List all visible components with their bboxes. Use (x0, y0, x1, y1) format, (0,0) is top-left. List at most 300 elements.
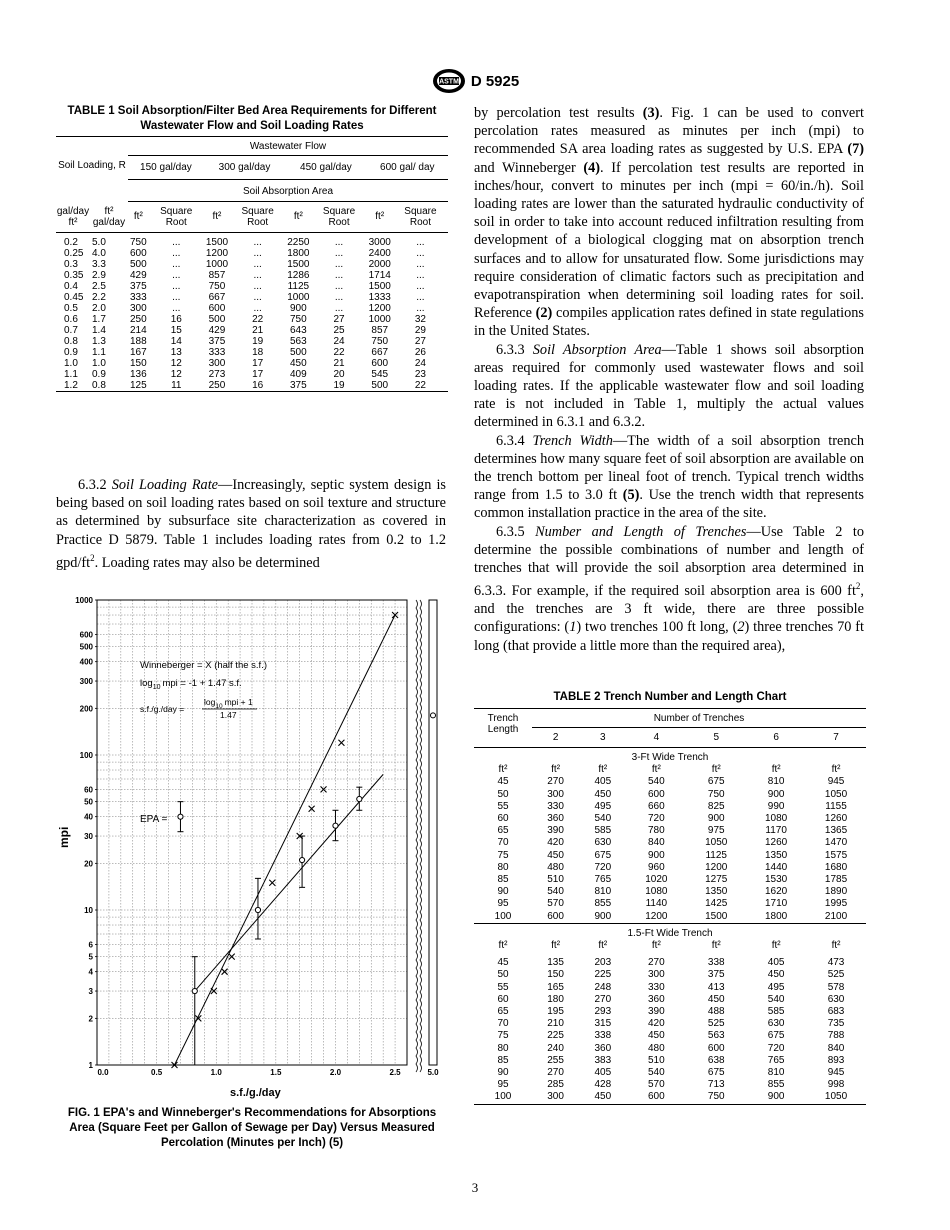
table2-cell: 270 (594, 993, 612, 1005)
x-tick-label: 1.0 (210, 1068, 222, 1077)
table1-cell: 667 (208, 291, 226, 303)
table1-cell: 14 (170, 335, 182, 347)
table2-cell: 1140 (645, 898, 668, 910)
table1-cell: 429 (130, 269, 147, 281)
table2-cell: 315 (594, 1018, 612, 1030)
table1-cell: 1800 (287, 247, 310, 259)
astm-logo-icon (431, 68, 467, 94)
legend-num-log: log (204, 697, 216, 707)
table2-cell: 840 (648, 837, 665, 849)
table2-row (474, 969, 866, 981)
table2-cell: 720 (648, 813, 665, 825)
para-text: ) three trenches 70 ft long (that provide a little more than the required area), (474, 619, 864, 654)
table2-cell: 750 (707, 788, 725, 800)
table2-cell: 75 (497, 1030, 509, 1042)
table2-cell: 1530 (765, 874, 788, 886)
table2-cell: 900 (707, 813, 725, 825)
legend-equation (140, 678, 242, 691)
italic-num: 2 (737, 619, 745, 636)
table1-cell: 750 (208, 280, 226, 292)
superscript: 2 (90, 552, 95, 563)
table2-cell: 180 (547, 993, 564, 1005)
table2-cell: 540 (648, 776, 665, 788)
table1-cell: 27 (414, 335, 426, 347)
table1-cell: 563 (290, 335, 307, 347)
table2-cell: 540 (648, 1067, 665, 1079)
table1-cell: 20 (333, 368, 345, 380)
para-text: —Increasingly, septic system design is being based on soil loading rates based on soil texture and structure as determined by subsurface site characterization as covered in Practice D 5879. Table 1 includes loading rates from 0.2 to 1.2 gpd/ft (56, 477, 446, 571)
table1-cell: ... (253, 258, 262, 270)
table2-cell: 990 (767, 800, 785, 812)
epa-point (357, 796, 362, 801)
y-tick-label: 10 (84, 906, 93, 915)
table2-cell: 1350 (705, 886, 728, 898)
table1-cell: 22 (333, 346, 345, 358)
table1-cell: 2250 (287, 236, 310, 248)
table2-cell: 45 (497, 776, 509, 788)
para-text: and Winneberger (474, 159, 584, 176)
table1-h-ft2: ft² (133, 211, 143, 223)
table2-cell: 450 (594, 788, 612, 800)
table1-cell: 0.2 (64, 236, 78, 248)
table1-cell: 18 (252, 346, 264, 358)
legend-formula-lhs: s.f./g./day = (140, 704, 185, 714)
table2-unit: ft² (771, 764, 781, 776)
table2-unit: ft² (498, 940, 508, 952)
table1-cell: 409 (290, 368, 307, 380)
table2-caption: TABLE 2 Trench Number and Length Chart (553, 691, 787, 703)
superscript: 2 (855, 581, 861, 592)
table2-cell: 600 (648, 1091, 665, 1103)
table1-row (56, 303, 448, 314)
table2-cell: 60 (497, 993, 509, 1005)
table1-row (56, 358, 448, 369)
table1-cell: ... (253, 302, 262, 314)
table2-h-num: 3 (600, 732, 606, 743)
table1-cell: ... (416, 280, 425, 292)
x-axis-label: s.f./g./day (230, 1087, 281, 1099)
table2-cell: 1890 (824, 886, 848, 898)
table1-cell: 0.8 (64, 335, 78, 347)
table2-cell: 780 (648, 825, 665, 837)
table1-cell: ... (253, 280, 262, 292)
table2-cell: 405 (594, 776, 612, 788)
table1-cell: 17 (252, 368, 264, 380)
y-tick-label: 400 (79, 657, 93, 667)
table2-unit: ft² (598, 764, 608, 776)
table2-cell: 720 (767, 1042, 785, 1054)
table2-cell: 713 (707, 1079, 725, 1091)
table1-row (56, 270, 448, 281)
table1-cell: 2.2 (92, 291, 106, 303)
page-header (0, 68, 950, 94)
secondary-scale-marker (431, 713, 436, 718)
table1-row (56, 380, 448, 392)
y-tick-label: 3 (88, 987, 93, 997)
table2-cell: 338 (594, 1030, 612, 1042)
table1-cell: 500 (290, 346, 307, 358)
y-tick-label: 2 (88, 1014, 93, 1024)
table2-row (474, 886, 866, 898)
table2-cell: 480 (547, 861, 564, 873)
para-text: —Use Table 2 to determine the possible combinations of number and length of trenches that will provide the soil absorption area determined in 6.3.3. For example, if the required soil absorption area is 600 ft (474, 523, 864, 600)
table1-row (56, 347, 448, 358)
table1-h-ft2: ft² (212, 211, 222, 223)
table1-cell: ... (172, 247, 181, 259)
table1-row (56, 325, 448, 336)
epa-point (333, 823, 338, 828)
table1-h-ft2: ft² (375, 211, 385, 223)
table2-cell: 293 (594, 1006, 612, 1018)
table2-cell: 165 (547, 981, 564, 993)
table2-row (474, 1091, 866, 1104)
table1-cell: 2000 (368, 258, 391, 270)
table2-cell: 1500 (705, 910, 728, 922)
table2-cell: 285 (547, 1079, 564, 1091)
table1-cell: ... (416, 302, 425, 314)
table2-unit: ft² (771, 940, 781, 952)
table1-cell: 167 (130, 346, 147, 358)
table2-cell: 45 (497, 957, 509, 969)
table2-cell: 360 (648, 993, 665, 1005)
y-tick-label: 6 (88, 940, 93, 950)
table2-row (474, 994, 866, 1006)
table2-cell: 330 (547, 800, 564, 812)
table2-cell: 585 (767, 1006, 785, 1018)
table2-cell: 975 (707, 825, 725, 837)
table2-cell: 900 (648, 849, 665, 861)
table1-h-sqroot: Square Root (241, 205, 274, 228)
table1-cell: 1.7 (92, 313, 106, 325)
table2-cell: 90 (497, 886, 509, 898)
table1-cell: 12 (170, 357, 182, 369)
table2-section-label: 3-Ft Wide Trench (631, 752, 709, 763)
table2-unit: ft² (551, 940, 561, 952)
table1-cell: ... (172, 258, 181, 270)
y-tick-label: 1000 (75, 596, 93, 605)
table2-cell: 810 (767, 776, 785, 788)
table1-cell: 3.3 (92, 258, 106, 270)
table2-cell: 1125 (705, 849, 727, 861)
table1-cell: ... (416, 247, 425, 259)
winneberger-point (338, 740, 344, 746)
legend-winneberger: Winneberger = X (half the s.f.) (140, 660, 267, 671)
legend-num-rest: mpi + 1 (224, 697, 253, 707)
table1-cell: ... (334, 236, 344, 248)
table1-cell: 17 (252, 357, 264, 369)
table2-cell: 1050 (705, 837, 728, 849)
table1-cell: 2400 (368, 247, 391, 259)
table1-cell: 27 (333, 313, 345, 325)
table1-cell: 1.0 (64, 357, 78, 369)
para-6-3-2 (56, 476, 446, 572)
table2-cell: 570 (648, 1079, 665, 1091)
table2-cell: 900 (767, 1091, 785, 1103)
table2-cell: 810 (594, 886, 612, 898)
table1-cell: 500 (130, 258, 147, 270)
epa-point (299, 857, 304, 862)
table1-cell: 13 (170, 346, 182, 358)
table1-cell: 15 (170, 324, 182, 336)
table2-cell: 1710 (765, 898, 788, 910)
table2-cell: 90 (497, 1067, 509, 1079)
wavy-border (420, 600, 422, 1072)
table1-cell: 214 (130, 324, 147, 336)
table2-cell: 1050 (824, 788, 848, 800)
table1-cell: 333 (130, 291, 147, 303)
table2-cell: 675 (767, 1030, 785, 1042)
table2-cell: 270 (648, 957, 665, 969)
table1-h-flow: 450 gal/day (300, 162, 352, 173)
table1-cell: 0.5 (64, 302, 78, 314)
table2-cell: 338 (707, 957, 725, 969)
section-number: 6.3.2 (78, 477, 112, 493)
table1-cell: 0.9 (64, 346, 78, 358)
table2-cell: 765 (594, 874, 612, 886)
table2-row (474, 1018, 866, 1030)
x-tick-label: 5.0 (427, 1068, 439, 1077)
table2-h-num: 5 (713, 732, 720, 743)
table1-cell: 1500 (205, 236, 229, 248)
table1-cell: 750 (371, 335, 389, 347)
right-text (474, 104, 864, 655)
table2-cell: 473 (827, 957, 845, 969)
table1-cell: 750 (290, 313, 307, 325)
table2-cell: 840 (827, 1042, 845, 1054)
table2-cell: 50 (497, 788, 509, 800)
table1-cell: ... (416, 291, 425, 303)
table2-cell: 1425 (705, 898, 728, 910)
x-tick-label: 2.5 (389, 1068, 401, 1077)
table1-cell: 5.0 (92, 236, 106, 248)
table2-cell: 405 (767, 957, 785, 969)
table1-cell: 1.0 (92, 357, 106, 369)
y-tick-label: 1 (88, 1061, 93, 1070)
y-tick-label: 100 (79, 751, 93, 760)
table2-cell: 495 (594, 800, 612, 812)
table2-cell: 675 (594, 849, 612, 861)
table2-cell: 638 (707, 1054, 725, 1066)
table2-cell: 510 (547, 874, 564, 886)
table2-cell: 630 (827, 993, 845, 1005)
table2-cell: 80 (497, 1042, 509, 1054)
table1-cell: 667 (371, 346, 389, 358)
table2-cell: 420 (547, 837, 564, 849)
table1-cell: 0.4 (64, 280, 78, 292)
table1-cell: 19 (252, 335, 264, 347)
table1-cell: ... (172, 280, 181, 292)
table1-row (56, 292, 448, 303)
table1-cell: 29 (414, 324, 426, 336)
table1-cell: 1000 (287, 291, 310, 303)
table2-unit: ft² (711, 764, 721, 776)
table1-cell: 500 (208, 313, 226, 325)
table1-cell: 545 (371, 368, 389, 380)
table2-cell: 450 (648, 1030, 665, 1042)
table2-unit-row (474, 764, 866, 776)
table2-row (474, 1043, 866, 1055)
section-title: Soil Absorption Area (532, 341, 662, 358)
table2-row (474, 850, 866, 862)
para-text: compiles application rates defined in state regulations in the United States. (474, 305, 864, 340)
legend-sub: 10 (215, 703, 223, 710)
table1-cell: 0.35 (64, 269, 84, 281)
table2-cell: 900 (594, 910, 612, 922)
table2-cell: 900 (767, 788, 785, 800)
table2-cell: 765 (767, 1054, 785, 1066)
table1-cell: 1.1 (64, 368, 78, 380)
table2-cell: 945 (827, 1067, 845, 1079)
table2-cell: 65 (497, 825, 509, 837)
ref: (3) (642, 105, 660, 121)
table1-cell: 500 (371, 379, 389, 391)
table2-row (474, 776, 866, 788)
table1-cell: 1200 (368, 302, 391, 314)
y-tick-label: 5 (88, 952, 93, 962)
section-number: 6.3.5 (496, 523, 536, 540)
table1-cell: 21 (252, 324, 264, 336)
table1-cell: 22 (252, 313, 264, 325)
table1-row (56, 369, 448, 380)
svg-text:ASTM: ASTM (438, 78, 459, 86)
table2-cell: 1470 (824, 837, 848, 849)
table1-cell: 16 (170, 313, 182, 325)
table2-cell: 255 (547, 1054, 564, 1066)
table1-cell: 0.7 (64, 324, 78, 336)
table1-cell: 22 (414, 379, 426, 391)
table1-cell: ... (334, 269, 344, 281)
table1-cell: 750 (130, 236, 147, 248)
table1-h-sqroot: Square Root (322, 205, 356, 228)
ref: (7) (847, 141, 864, 158)
y-tick-label: 50 (84, 797, 93, 807)
table1-cell: 250 (130, 313, 147, 325)
table1-cell: ... (416, 258, 425, 270)
table2-cell: 60 (497, 813, 509, 825)
table1-cell: 25 (333, 324, 345, 336)
table2-h-num: 7 (833, 732, 839, 743)
table1-cell: ... (253, 269, 262, 281)
table1-cell: 600 (208, 302, 226, 314)
table1-cell: ... (172, 291, 181, 303)
table1-cell: 3000 (368, 236, 391, 248)
table2-cell: 95 (497, 1079, 509, 1091)
table1-cell: 188 (130, 335, 147, 347)
para-text: by percolation test results (474, 105, 643, 121)
ref: (4) (583, 159, 601, 176)
table2-cell: 405 (594, 1067, 612, 1079)
table2-cell: 945 (827, 776, 845, 788)
table2-row (474, 1030, 866, 1042)
table1-cell: ... (334, 280, 344, 292)
table1-h-flow: 150 gal/day (140, 162, 192, 173)
table1-cell: 1500 (287, 258, 310, 270)
table2-unit: ft² (651, 764, 661, 776)
table2-cell: 2100 (824, 910, 848, 922)
table1-cell: 125 (130, 379, 147, 391)
table2-cell: 563 (707, 1030, 725, 1042)
para-6-3-4 (474, 432, 864, 523)
y-tick-label: 600 (79, 630, 93, 640)
table2-cell: 585 (594, 825, 612, 837)
y-tick-label: 4 (88, 967, 93, 977)
table2-row (474, 801, 866, 813)
table1-cell: 2.9 (92, 269, 106, 281)
table2-cell: 495 (767, 981, 785, 993)
epa-label: EPA = (140, 814, 168, 825)
table1-cell: ... (253, 236, 262, 248)
table1-cell: 0.3 (64, 258, 78, 270)
table1-cell: 0.45 (64, 291, 84, 303)
table2-cell: 450 (547, 849, 564, 861)
table1-cell: ... (416, 236, 425, 248)
table1-cell: 450 (290, 357, 307, 369)
table2-cell: 600 (648, 788, 665, 800)
table2-cell: 383 (594, 1054, 612, 1066)
table2-unit-row (474, 940, 866, 957)
table1-cell: ... (334, 291, 344, 303)
table1-cell: ... (253, 247, 262, 259)
table2-row (474, 1079, 866, 1091)
table1-cell: 600 (371, 357, 389, 369)
table2-cell: 675 (707, 776, 725, 788)
table2-row (474, 837, 866, 849)
table1-cell: 16 (252, 379, 264, 391)
y-tick-label: 60 (84, 785, 93, 795)
y-tick-label: 20 (84, 859, 93, 869)
y-axis-label: mpi (57, 826, 71, 848)
table2-cell: 300 (547, 788, 564, 800)
table1-cell: 2.5 (92, 280, 106, 292)
table2-cell: 55 (497, 981, 509, 993)
table1-h-sqroot: Square Root (160, 205, 193, 228)
table1-cell: 857 (371, 324, 389, 336)
table2-row (474, 982, 866, 994)
para-text: —Table 1 shows soil absorption areas required for commonly used wastewater flows and soil loading rates. If the applicable wastewater flow and soil loading rate is not included in Table 1, multiply the actual values determined in 6.3.1 and 6.3.2. (474, 341, 865, 431)
table1-cell: 11 (171, 379, 182, 391)
table1-row (56, 314, 448, 325)
table1-cell: 375 (208, 335, 226, 347)
table2-row (474, 898, 866, 910)
table1-h-sqroot: Square Root (404, 205, 437, 228)
table2-cell: 450 (767, 969, 785, 981)
table1-cell: ... (172, 269, 181, 281)
table2-cell: 998 (827, 1079, 845, 1091)
para-6-3-3 (474, 341, 864, 432)
table1-cell: 26 (414, 346, 426, 358)
table2-cell: 1080 (645, 886, 668, 898)
table2-cell: 360 (594, 1042, 612, 1054)
table1-cell: 250 (208, 379, 226, 391)
table2-row (474, 874, 866, 886)
table1-cell: ... (253, 291, 262, 303)
table1-cell: 1000 (368, 313, 391, 325)
wavy-border (416, 600, 418, 1072)
table2-cell: 1275 (705, 874, 728, 886)
table2-row (474, 957, 866, 969)
table1-cell: 1.2 (64, 379, 78, 391)
x-tick-label: 2.0 (329, 1068, 342, 1077)
table1-cell: 375 (290, 379, 307, 391)
table2-cell: 300 (547, 1091, 564, 1103)
table1-h-ft2: ft² (293, 211, 303, 223)
para-text: ) two trenches 100 ft long, ( (576, 619, 738, 636)
y-tick-label: 300 (79, 677, 93, 687)
table2-cell: 1080 (765, 813, 788, 825)
table2-cell: 1365 (824, 825, 848, 837)
table2-cell: 80 (497, 861, 509, 873)
x-tick-label: 0.0 (97, 1068, 109, 1077)
